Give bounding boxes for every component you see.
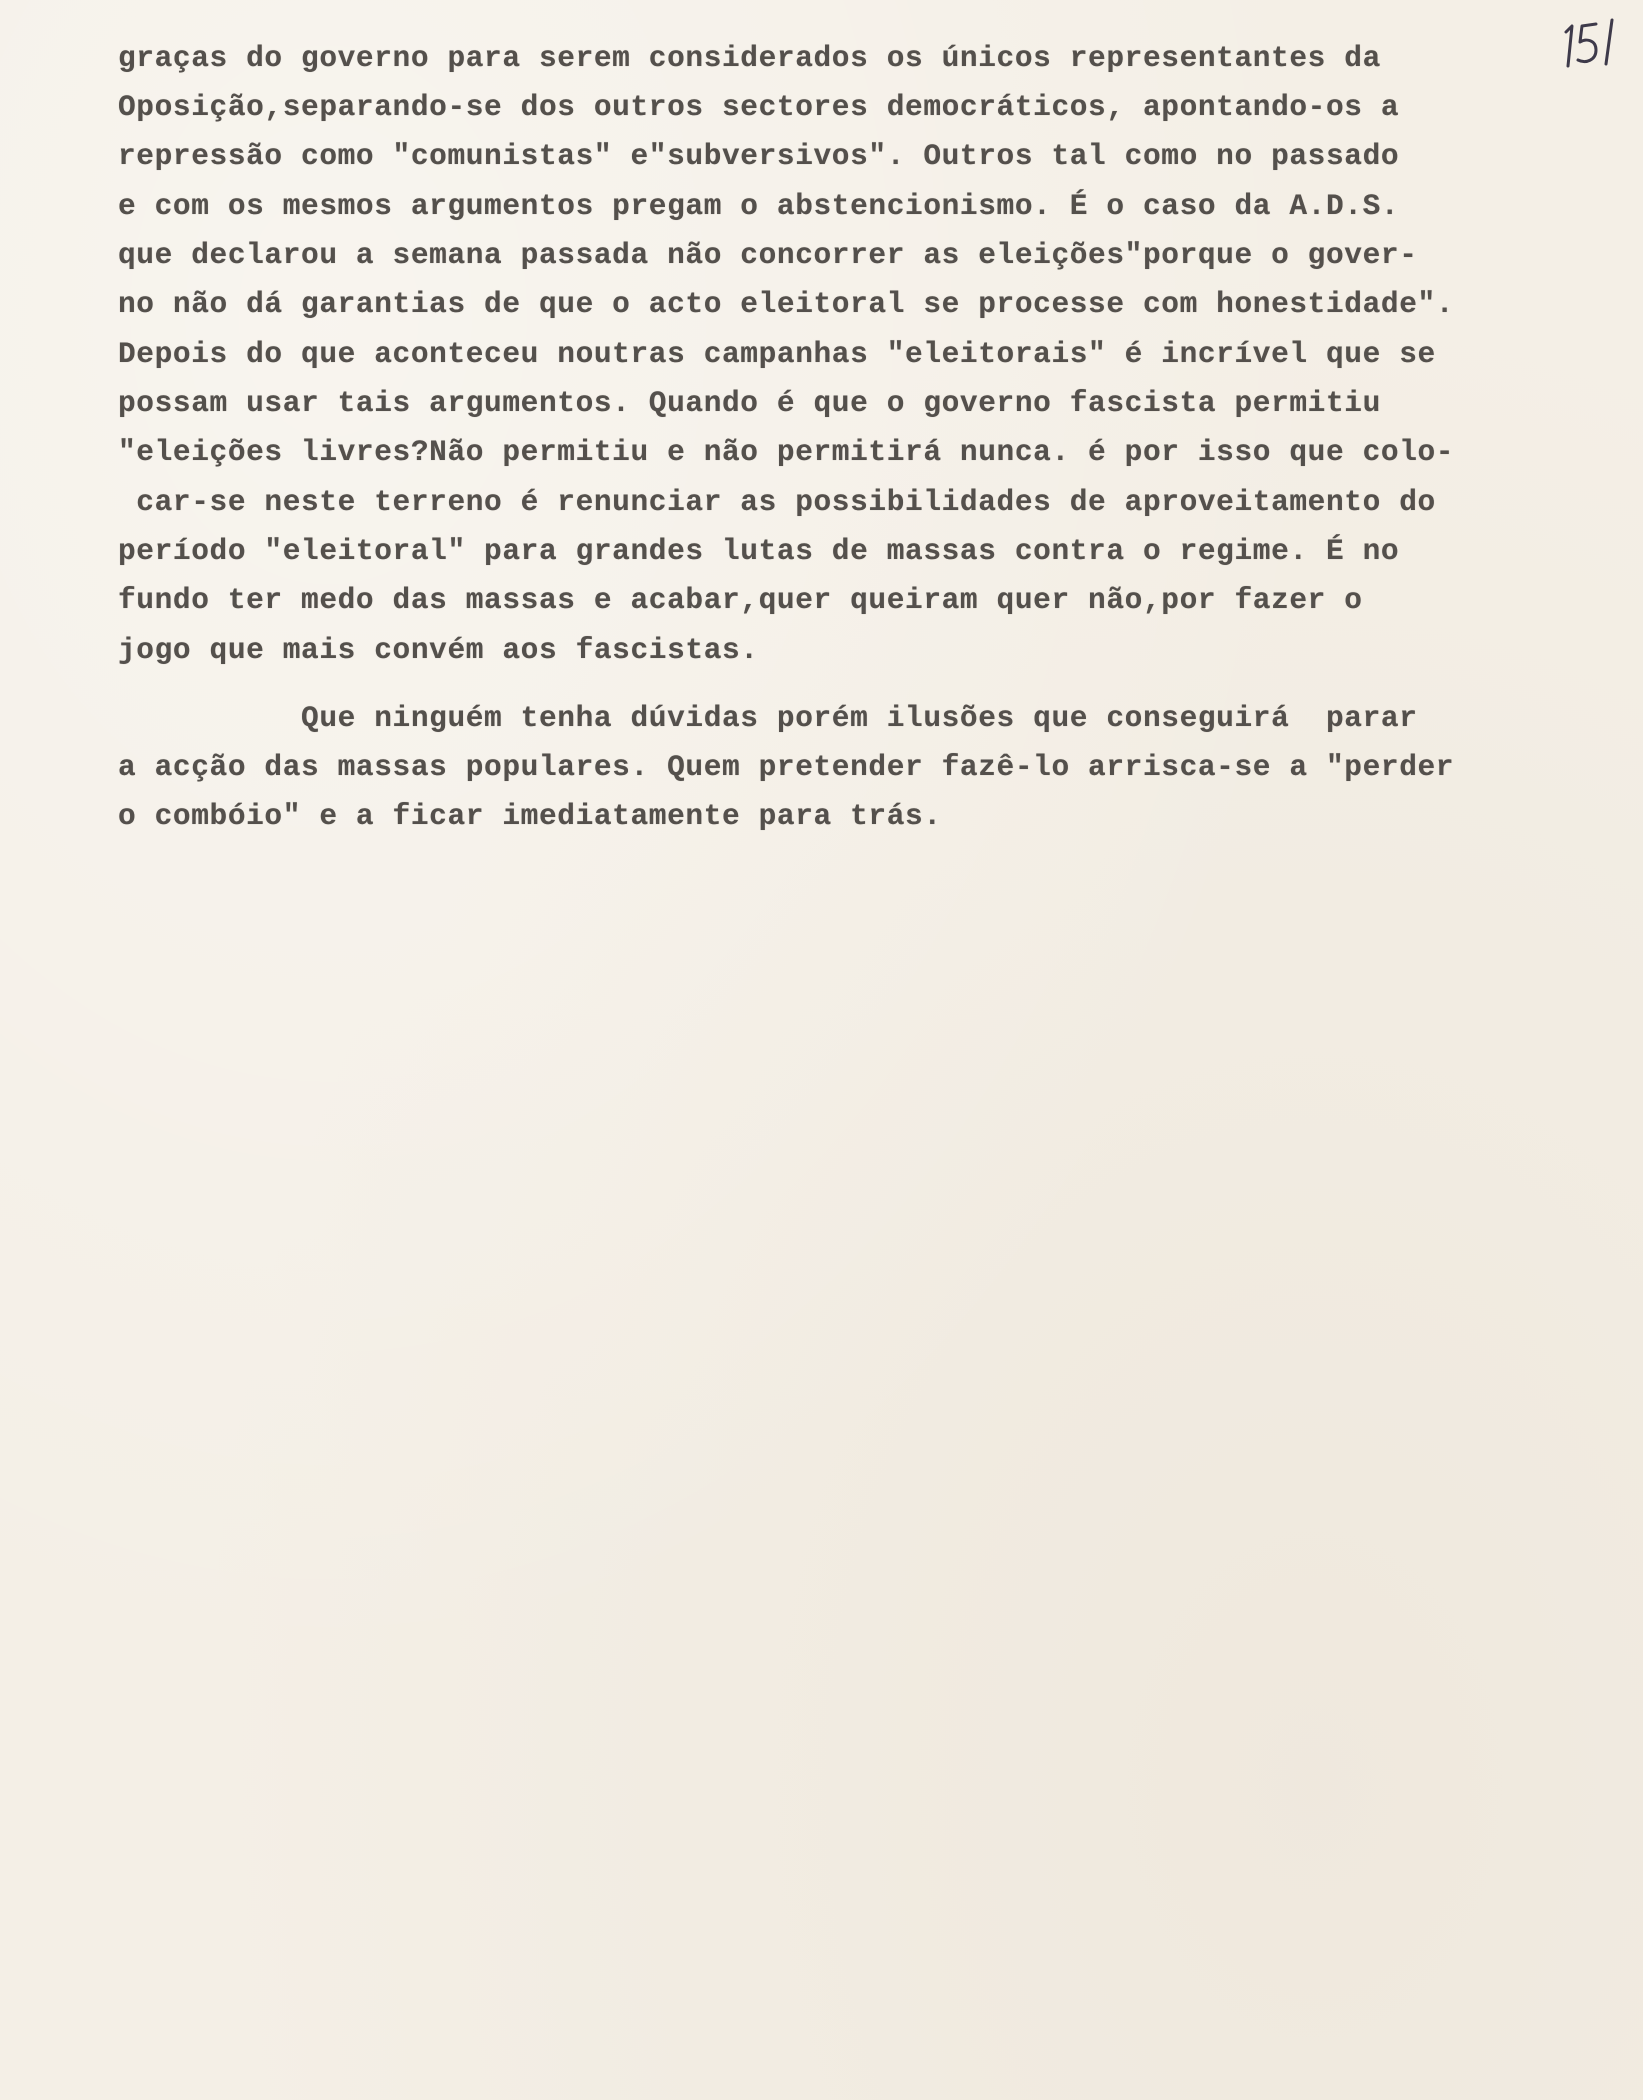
text-line: repressão como "comunistas" e"subversivos". Outros tal como no passado: [118, 139, 1400, 173]
text-line: fundo ter medo das massas e acabar,quer queiram quer não,por fazer o: [118, 583, 1363, 617]
text-line: Que ninguém tenha dúvidas porém ilusões que conseguirá parar: [118, 701, 1418, 735]
text-line: no não dá garantias de que o acto eleitoral se processe com honestidade".: [118, 287, 1455, 321]
text-line: o combóio" e a ficar imediatamente para trás.: [118, 799, 942, 833]
text-line: graças do governo para serem considerados os únicos representantes da: [118, 41, 1381, 75]
text-line: car-se neste terreno é renunciar as possibilidades de aproveitamento do: [118, 485, 1436, 519]
text-line: a acção das massas populares. Quem pretender fazê-lo arrisca-se a "perder: [118, 750, 1455, 784]
text-line: "eleições livres?Não permitiu e não permitirá nunca. é por isso que colo-: [118, 435, 1455, 469]
text-line: Oposição,separando-se dos outros sectores democráticos, apontando-os a: [118, 90, 1400, 124]
handwritten-page-number-mark: [1556, 14, 1626, 74]
text-line: jogo que mais convém aos fascistas.: [118, 633, 759, 667]
handwritten-page-number: [1556, 14, 1626, 74]
text-line: possam usar tais argumentos. Quando é que o governo fascista permitiu: [118, 386, 1381, 420]
text-line: período "eleitoral" para grandes lutas de massas contra o regime. É no: [118, 534, 1400, 568]
text-line: Depois do que aconteceu noutras campanhas "eleitorais" é incrível que se: [118, 337, 1436, 371]
text-line: e com os mesmos argumentos pregam o abstencionismo. É o caso da A.D.S.: [118, 189, 1400, 223]
text-line: que declarou a semana passada não concorrer as eleições"porque o gover-: [118, 238, 1418, 272]
